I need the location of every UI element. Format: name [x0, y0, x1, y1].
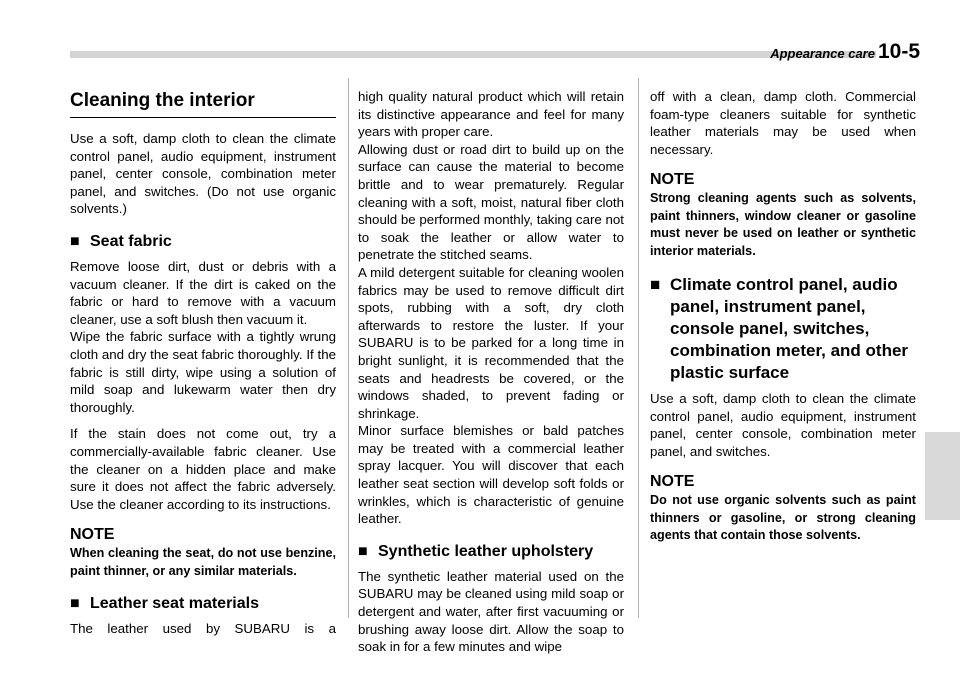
paragraph: If the stain does not come out, try a commercially-available fabric cleaner. Use the cleaner on a hidden place and make sure it does not affect the fabric adversely. Use the cleaner according to its instructions.	[70, 426, 336, 512]
section-heading-synthetic	[358, 541, 624, 562]
section-name: Appearance care	[770, 46, 875, 61]
column-2-content	[358, 88, 624, 656]
paragraph: The leather used by SUBARU is a	[70, 621, 336, 637]
note-text: Strong cleaning agents such as solvents, paint thinners, window cleaner or gasoline must never be used on leather or synthetic interior materials.	[650, 191, 916, 258]
chapter-thumb-tab	[925, 432, 960, 520]
note-text: When cleaning the seat, do not use benzine, paint thinner, or any similar materials.	[70, 546, 336, 578]
intro-paragraph: Use a soft, damp cloth to clean the climate control panel, audio equipment, instrument panel, center console, combination meter panel, and switches. (Do not use organic solvents.)	[70, 131, 336, 217]
column-3	[650, 88, 916, 545]
note-label: NOTE	[650, 171, 695, 189]
column-1	[70, 84, 336, 638]
square-bullet-icon: ■	[358, 542, 368, 560]
section-heading-climate	[650, 274, 916, 384]
note-label: NOTE	[70, 526, 115, 544]
heading-text: Leather seat materials	[90, 595, 259, 613]
paragraph: A mild detergent suitable for cleaning woolen fabrics may be used to remove difficult dirt spots, rubbing with a soft, dry cloth afterwards to restore the luster. If your SUBARU is to be parked for a long time in bright sunlight, it is recommended that the seats and headrests be covered, or the windows shaded, to prevent fading or shrinkage.	[358, 264, 624, 421]
running-header	[770, 40, 920, 64]
paragraph-continuation: high quality natural product which will retain its distinctive appearance and feel for many years with proper care.	[358, 89, 624, 140]
paragraph: Allowing dust or road dirt to build up on the surface can cause the material to become brittle and to wear prematurely. Regular cleaning with a soft, moist, natural fiber cloth should be performed monthly, taking care not to soak the leather or allow water to penetrate the stitched seams.	[358, 141, 624, 263]
section-heading-leather	[70, 593, 336, 614]
paragraph: Remove loose dirt, dust or debris with a vacuum cleaner. If the dirt is caked on the fabric or hard to remove with a vacuum cleaner, use a soft blush then vacuum it.	[70, 258, 336, 327]
column-divider	[638, 78, 639, 618]
note-label: NOTE	[650, 473, 695, 491]
square-bullet-icon: ■	[650, 275, 661, 294]
page-number: 10-5	[877, 40, 920, 63]
heading-text: Climate control panel, audio panel, instrument panel, console panel, switches, combination meter, and other plastic surface	[670, 275, 909, 382]
paragraph: Wipe the fabric surface with a tightly wrung cloth and dry the seat fabric thoroughly. If the fabric is still dirty, wipe using a solution of mild soap and lukewarm water then dry thoroughly.	[70, 329, 336, 415]
paragraph-continuation: off with a clean, damp cloth. Commercial foam-type cleaners suitable for synthetic leather materials may be used when necessary.	[650, 89, 916, 157]
note-text: Do not use organic solvents such as paint thinners or gasoline, or strong cleaning agents that contain those solvents.	[650, 493, 916, 543]
column-divider	[348, 78, 349, 618]
square-bullet-icon: ■	[70, 595, 80, 613]
heading-text: Synthetic leather upholstery	[378, 542, 594, 560]
page-title: Cleaning the interior	[70, 90, 336, 118]
square-bullet-icon: ■	[70, 232, 80, 250]
heading-text: Seat fabric	[90, 232, 172, 250]
header-rule	[70, 51, 876, 58]
paragraph: The synthetic leather material used on the SUBARU may be cleaned using mild soap or detergent and water, after first vacuuming or brushing away loose dirt. Allow the soap to soak in for a few minutes and wipe	[358, 568, 624, 655]
section-heading-seat-fabric	[70, 231, 336, 252]
paragraph: Use a soft, damp cloth to clean the climate control panel, audio equipment, instrument panel, center console, combination meter panel, and switches.	[650, 391, 916, 459]
paragraph: Minor surface blemishes or bald patches may be treated with a commercial leather spray lacquer. You will discover that each leather seat section will develop soft folds or wrinkles, which is characteristic of genuine leather.	[358, 423, 624, 527]
